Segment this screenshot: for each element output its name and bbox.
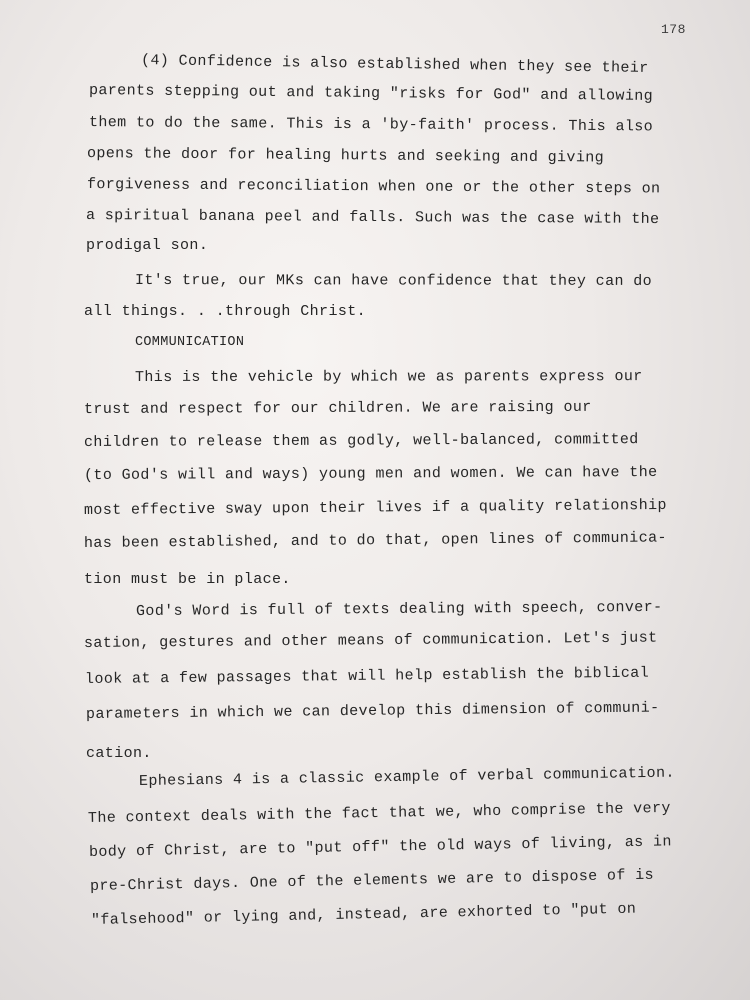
text-line: Ephesians 4 is a classic example of verbal communication. bbox=[138, 764, 675, 790]
text-line: parents stepping out and taking "risks for God" and allowing bbox=[88, 82, 654, 105]
text-line: (4) Confidence is also established when they see their bbox=[140, 52, 649, 77]
text-line: God's Word is full of texts dealing with speech, conver- bbox=[135, 598, 663, 620]
text-line: trust and respect for our children. We are raising our bbox=[83, 398, 592, 418]
text-line: opens the door for healing hurts and seeking and giving bbox=[86, 145, 605, 167]
text-line: sation, gestures and other means of communication. Let's just bbox=[83, 629, 658, 652]
text-line: parameters in which we can develop this dimension of communi- bbox=[85, 699, 660, 723]
text-line: children to release them as godly, well-balanced, committed bbox=[83, 431, 639, 451]
text-line: forgiveness and reconciliation when one or the other steps on bbox=[86, 176, 661, 198]
text-line: them to do the same. This is a 'by-faith' process. This also bbox=[88, 114, 654, 136]
text-line: has been established, and to do that, open lines of communica- bbox=[83, 529, 667, 552]
text-line: cation. bbox=[86, 745, 152, 762]
section-heading: COMMUNICATION bbox=[135, 335, 245, 350]
text-line: look at a few passages that will help establish the biblical bbox=[84, 664, 650, 688]
text-line: pre-Christ days. One of the elements we are to dispose of is bbox=[89, 866, 655, 895]
text-line: (to God's will and ways) young men and women. We can have the bbox=[83, 463, 658, 484]
text-line: all things. . .through Christ. bbox=[84, 303, 367, 320]
text-line: most effective sway upon their lives if a quality relationship bbox=[83, 496, 667, 519]
text-line: "falsehood" or lying and, instead, are exhorted to "put on bbox=[90, 900, 637, 929]
text-line: It's true, our MKs can have confidence that they can do bbox=[134, 272, 653, 290]
text-line: a spiritual banana peel and falls. Such was the case with the bbox=[85, 207, 660, 229]
text-line: body of Christ, are to "put off" the old ways of living, as in bbox=[88, 833, 672, 861]
text-line: tion must be in place. bbox=[84, 571, 291, 588]
text-line: The context deals with the fact that we, who comprise the very bbox=[87, 799, 671, 827]
text-line: This is the vehicle by which we as parents express our bbox=[134, 368, 643, 386]
text-line: prodigal son. bbox=[86, 237, 209, 254]
page-number: 178 bbox=[661, 22, 686, 37]
